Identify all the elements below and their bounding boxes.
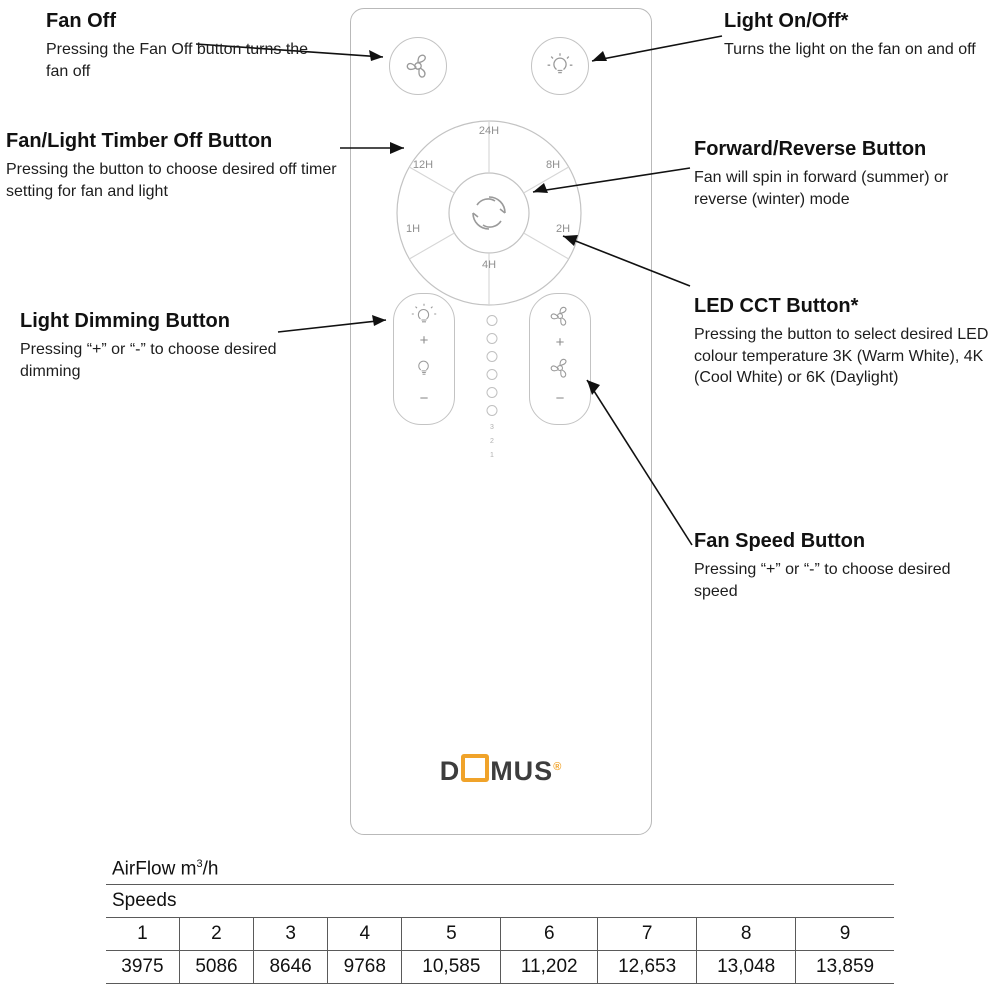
dial-label-4h: 4H (481, 259, 497, 271)
brand-logo (351, 754, 651, 787)
airflow-cell: 10,585 (402, 951, 501, 984)
timer-dial[interactable] (389, 113, 589, 313)
speed-cell: 7 (598, 918, 697, 951)
callout-title: Forward/Reverse Button (694, 138, 927, 160)
callout-light-dimming (20, 310, 320, 382)
brand-text-post: MUS (490, 756, 554, 786)
airflow-cell: 8646 (254, 951, 328, 984)
airflow-table-title (106, 858, 894, 884)
speed-cell: 5 (402, 918, 501, 951)
callout-body: Fan will spin in forward (summer) or reverse (winter) mode (694, 169, 949, 208)
table-row-airflow-values (106, 951, 894, 984)
speed-cell: 8 (697, 918, 796, 951)
fan-blade-up-icon (546, 302, 574, 330)
airflow-cell: 9768 (328, 951, 402, 984)
dial-label-8h: 8H (545, 159, 561, 171)
indicator-dot (487, 369, 498, 380)
speed-indicator-dots (482, 315, 502, 465)
table-row-speeds-label (106, 885, 894, 918)
callout-light-on-off (724, 10, 984, 61)
speed-cell: 3 (254, 918, 328, 951)
fan-speed-button[interactable] (529, 293, 591, 425)
airflow-cell: 13,859 (796, 951, 894, 984)
callout-body: Pressing “+” or “-” to choose desired speed (694, 561, 951, 600)
callout-title: Fan Off (46, 10, 116, 32)
light-on-off-button[interactable] (531, 37, 589, 95)
indicator-dot (487, 405, 498, 416)
airflow-cell: 3975 (106, 951, 179, 984)
indicator-label: 1 (490, 452, 494, 459)
light-plus-label: + (419, 332, 429, 349)
airflow-table (106, 858, 894, 984)
speed-cell: 1 (106, 918, 179, 951)
remote-control-body (350, 8, 652, 835)
fan-plus-label: + (555, 334, 565, 351)
callout-title: Light Dimming Button (20, 310, 230, 332)
airflow-title-text: AirFlow m (112, 858, 197, 880)
brand-o-mark (461, 754, 489, 782)
indicator-label: 3 (490, 424, 494, 431)
light-minus-label: − (419, 390, 429, 407)
callout-led-cct (694, 295, 994, 389)
light-bright-icon (410, 302, 438, 330)
callout-title: LED CCT Button* (694, 295, 859, 317)
callout-fan-speed (694, 530, 994, 602)
callout-fan-off (46, 10, 316, 82)
callout-body: Turns the light on the fan on and off (724, 41, 976, 58)
indicator-dot (487, 387, 498, 398)
indicator-label: 2 (490, 438, 494, 445)
callout-title: Fan Speed Button (694, 530, 866, 552)
indicator-dot (487, 333, 498, 344)
airflow-title-unit: /h (202, 858, 219, 880)
dial-label-2h: 2H (555, 223, 571, 235)
speed-cell: 9 (796, 918, 894, 951)
callout-title: Fan/Light Timber Off Button (6, 130, 273, 152)
dial-label-12h: 12H (412, 159, 434, 171)
speed-cell: 4 (328, 918, 402, 951)
airflow-cell: 13,048 (697, 951, 796, 984)
indicator-dot (487, 351, 498, 362)
callout-body: Pressing the button to choose desired off timer setting for fan and light (6, 161, 337, 200)
light-dimming-button[interactable] (393, 293, 455, 425)
airflow-cell: 12,653 (598, 951, 697, 984)
callout-title: Light On/Off* (724, 10, 849, 32)
callout-fan-light-timer-off (6, 130, 351, 202)
airflow-cell: 5086 (179, 951, 253, 984)
fan-minus-label: − (555, 390, 565, 407)
brand-registered-mark: ® (553, 761, 563, 773)
callout-body: Pressing the Fan Off button turns the fan off (46, 41, 309, 80)
dial-graphic (389, 113, 589, 313)
brand-text-pre: D (439, 756, 461, 786)
airflow-cell: 11,202 (501, 951, 598, 984)
speed-cell: 6 (501, 918, 598, 951)
fan-off-button[interactable] (389, 37, 447, 95)
table-row-speed-numbers (106, 918, 894, 951)
callout-forward-reverse (694, 138, 994, 210)
fan-off-icon (401, 49, 435, 83)
speeds-label: Speeds (106, 885, 894, 918)
callout-body: Pressing “+” or “-” to choose desired dimming (20, 341, 277, 380)
callout-body: Pressing the button to select desired LED colour temperature 3K (Warm White), 4K (Cool White) or 6K (Daylight) (694, 326, 989, 387)
indicator-dot (487, 315, 498, 326)
fan-blade-down-icon (546, 354, 574, 382)
speed-cell: 2 (179, 918, 253, 951)
airflow-title-exponent: 3 (196, 858, 203, 870)
light-on-off-icon (543, 49, 577, 83)
light-dim-icon (411, 356, 437, 382)
dial-label-24h: 24H (478, 125, 500, 137)
dial-label-1h: 1H (405, 223, 421, 235)
